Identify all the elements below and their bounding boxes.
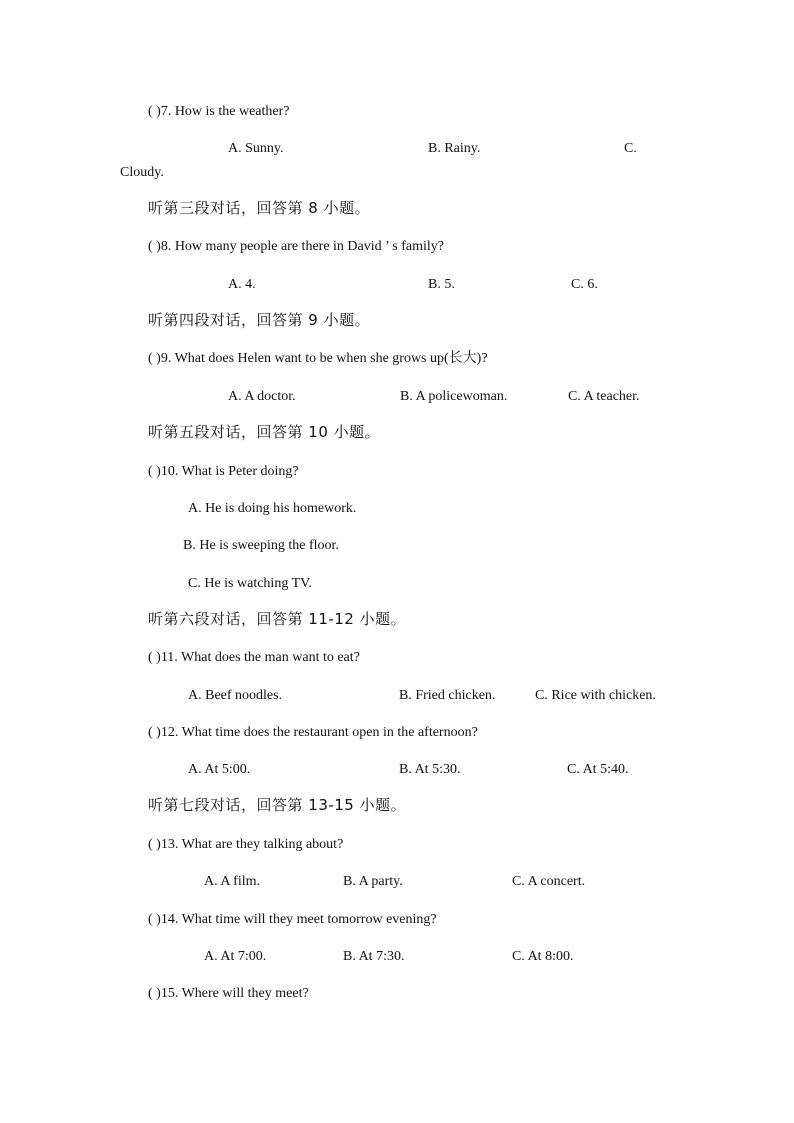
question-9-option-b: B. A policewoman.: [400, 389, 508, 404]
section-3-heading: 听第三段对话，回答第 8 小题。: [148, 199, 371, 217]
question-14-option-c: C. At 8:00.: [512, 949, 574, 964]
question-8-option-a: A. 4.: [228, 277, 256, 292]
question-8-option-b: B. 5.: [428, 277, 455, 292]
question-10-option-a: A. He is doing his homework.: [188, 501, 357, 516]
question-8-stem: ( )8. How many people are there in David ’ s family?: [148, 239, 444, 254]
question-7-option-b: B. Rainy.: [428, 141, 481, 156]
question-11-option-b: B. Fried chicken.: [399, 688, 496, 703]
question-10-stem: ( )10. What is Peter doing?: [148, 464, 299, 479]
section-4-heading: 听第四段对话，回答第 9 小题。: [148, 311, 371, 329]
question-7-option-c: C.: [624, 141, 637, 156]
question-9-option-c: C. A teacher.: [568, 389, 640, 404]
question-13-option-b: B. A party.: [343, 874, 403, 889]
question-8-option-c: C. 6.: [571, 277, 598, 292]
question-13-option-a: A. A film.: [204, 874, 261, 889]
section-7-heading: 听第七段对话，回答第 13-15 小题。: [148, 796, 407, 814]
question-7-option-a: A. Sunny.: [228, 141, 284, 156]
question-13-option-c: C. A concert.: [512, 874, 586, 889]
question-14-stem: ( )14. What time will they meet tomorrow evening?: [148, 912, 437, 927]
question-12-stem: ( )12. What time does the restaurant open in the afternoon?: [148, 725, 478, 740]
question-14-option-a: A. At 7:00.: [204, 949, 267, 964]
question-12-option-b: B. At 5:30.: [399, 762, 461, 777]
question-13-stem: ( )13. What are they talking about?: [148, 837, 344, 852]
section-5-heading: 听第五段对话，回答第 10 小题。: [148, 423, 381, 441]
question-11-option-c: C. Rice with chicken.: [535, 688, 656, 703]
question-12-option-c: C. At 5:40.: [567, 762, 629, 777]
question-10-option-c: C. He is watching TV.: [188, 576, 312, 591]
question-9-stem: ( )9. What does Helen want to be when she grows up(长大)?: [148, 351, 488, 366]
section-6-heading: 听第六段对话，回答第 11-12 小题。: [148, 610, 407, 628]
question-9-option-a: A. A doctor.: [228, 389, 296, 404]
question-12-option-a: A. At 5:00.: [188, 762, 251, 777]
question-7-option-c-continued: Cloudy.: [120, 165, 164, 180]
question-7-stem: ( )7. How is the weather?: [148, 104, 290, 119]
question-15-stem: ( )15. Where will they meet?: [148, 986, 309, 1001]
question-10-option-b: B. He is sweeping the floor.: [183, 538, 339, 553]
question-11-stem: ( )11. What does the man want to eat?: [148, 650, 360, 665]
question-11-option-a: A. Beef noodles.: [188, 688, 283, 703]
question-14-option-b: B. At 7:30.: [343, 949, 405, 964]
